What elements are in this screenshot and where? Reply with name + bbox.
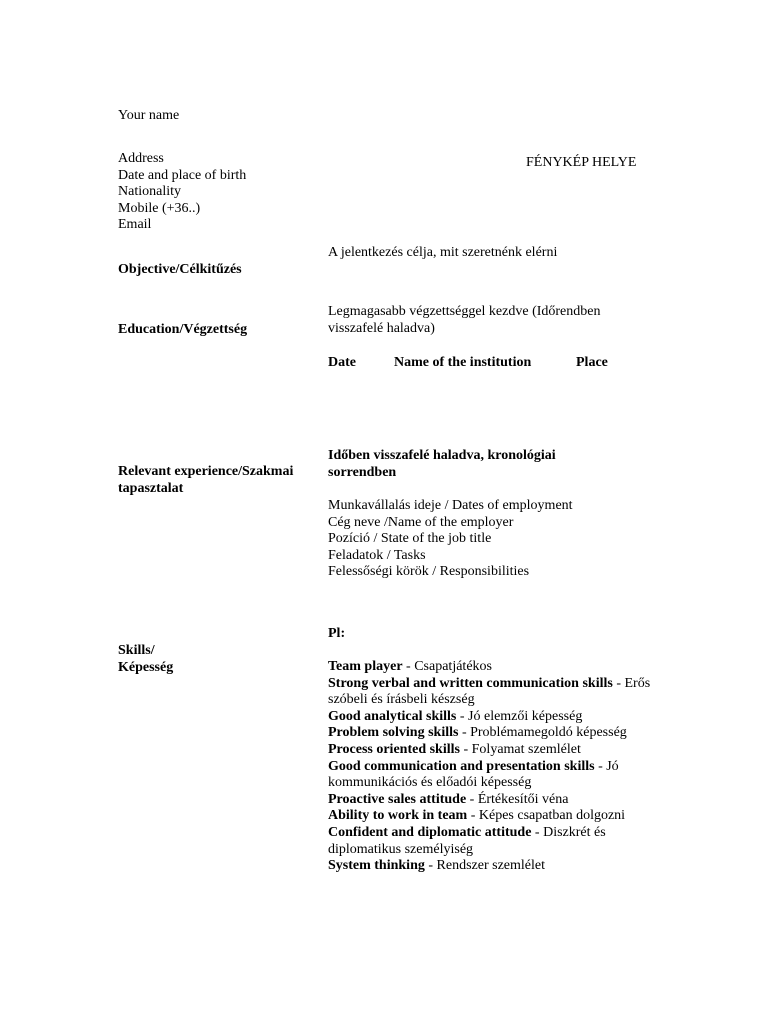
skill-item [328,858,658,875]
skill-item [328,759,658,792]
skill-separator: - [456,708,469,724]
objective-text: A jelentkezés célja, mit szeretnénk elérni [328,245,558,260]
objective-label: Objective/Célkitűzés [118,262,242,277]
skill-name: Team player [328,659,403,674]
skill-name: Ability to work in team [328,808,468,824]
experience-heading [328,448,556,481]
education-text-line: Legmagasabb végzettséggel kezdve (Időrendben [328,304,601,319]
skill-translation: Folyamat szemlélet [471,741,581,757]
education-text [328,304,658,337]
education-column-headers [328,355,658,372]
column-header-institution: Name of the institution [394,355,532,370]
skill-translation: Rendszer szemlélet [436,858,545,874]
experience-fields [328,498,573,581]
skill-name: Proactive sales attitude [328,791,467,807]
nationality-line: Nationality [118,184,181,200]
skill-item [328,742,658,759]
experience-label-line: tapasztalat [118,480,184,496]
skill-name: Good communication and presentation skills [328,758,595,774]
skill-separator: - [402,659,415,674]
skill-separator: - [467,808,479,824]
skill-item [328,659,658,676]
skill-name: Good analytical skills [328,708,457,724]
skills-label-line: Képesség [118,659,174,675]
skill-translation: Képes csapatban dolgozni [478,808,626,824]
column-header-place: Place [576,355,608,370]
skill-item [328,808,658,825]
skill-translation: Diszkrét és diplomatikus személyiség [328,824,606,857]
skill-item [328,792,658,809]
skills-list [328,659,658,875]
skill-translation: Jó kommunikációs és előadói képesség [328,758,619,791]
skill-name: Problem solving skills [328,725,459,741]
skill-translation: Problémamegoldó képesség [470,725,627,741]
skills-label-line: Skills/ [118,643,155,658]
skill-item [328,725,658,742]
skill-separator: - [458,725,471,741]
skill-separator: - [466,791,478,807]
education-label: Education/Végzettség [118,322,248,337]
experience-label-line: Relevant experience/Szakmai [118,464,294,479]
experience-field: Felessőségi körök / Responsibilities [328,564,530,580]
experience-field: Cég neve /Name of the employer [328,514,514,530]
address-line: Address [118,151,164,166]
your-name: Your name [118,108,180,123]
experience-heading-line: Időben visszafelé haladva, kronológiai [328,448,556,463]
column-header-date: Date [328,355,356,370]
skill-translation: Erős szóbeli és írásbeli készség [328,675,651,708]
skill-separator: - [424,858,437,874]
skill-separator: - [459,741,472,757]
skill-item [328,825,658,858]
photo-placeholder: FÉNYKÉP HELYE [526,155,637,170]
personal-details [118,151,246,234]
birth-line: Date and place of birth [118,167,247,183]
skill-name: Process oriented skills [328,741,460,757]
skill-separator: - [612,675,625,691]
experience-field: Feladatok / Tasks [328,547,426,563]
skill-separator: - [531,824,544,840]
experience-heading-line: sorrendben [328,464,397,480]
experience-field: Munkavállalás ideje / Dates of employment [328,498,573,513]
experience-field: Pozíció / State of the job title [328,531,492,547]
skill-translation: Értékesítői véna [477,791,569,807]
skills-label [118,643,173,676]
skill-translation: Csapatjátékos [414,659,492,674]
email-line: Email [118,217,152,233]
skill-name: Confident and diplomatic attitude [328,824,532,840]
mobile-line: Mobile (+36..) [118,200,201,216]
skill-name: System thinking [328,858,425,874]
skills-intro: Pl: [328,626,346,641]
skill-item [328,709,658,726]
skill-separator: - [594,758,607,774]
skill-name: Strong verbal and written communication skills [328,675,613,691]
experience-label [118,464,293,497]
skill-item [328,676,658,709]
education-text-line: visszafelé haladva) [328,320,435,336]
skill-translation: Jó elemzői képesség [468,708,583,724]
